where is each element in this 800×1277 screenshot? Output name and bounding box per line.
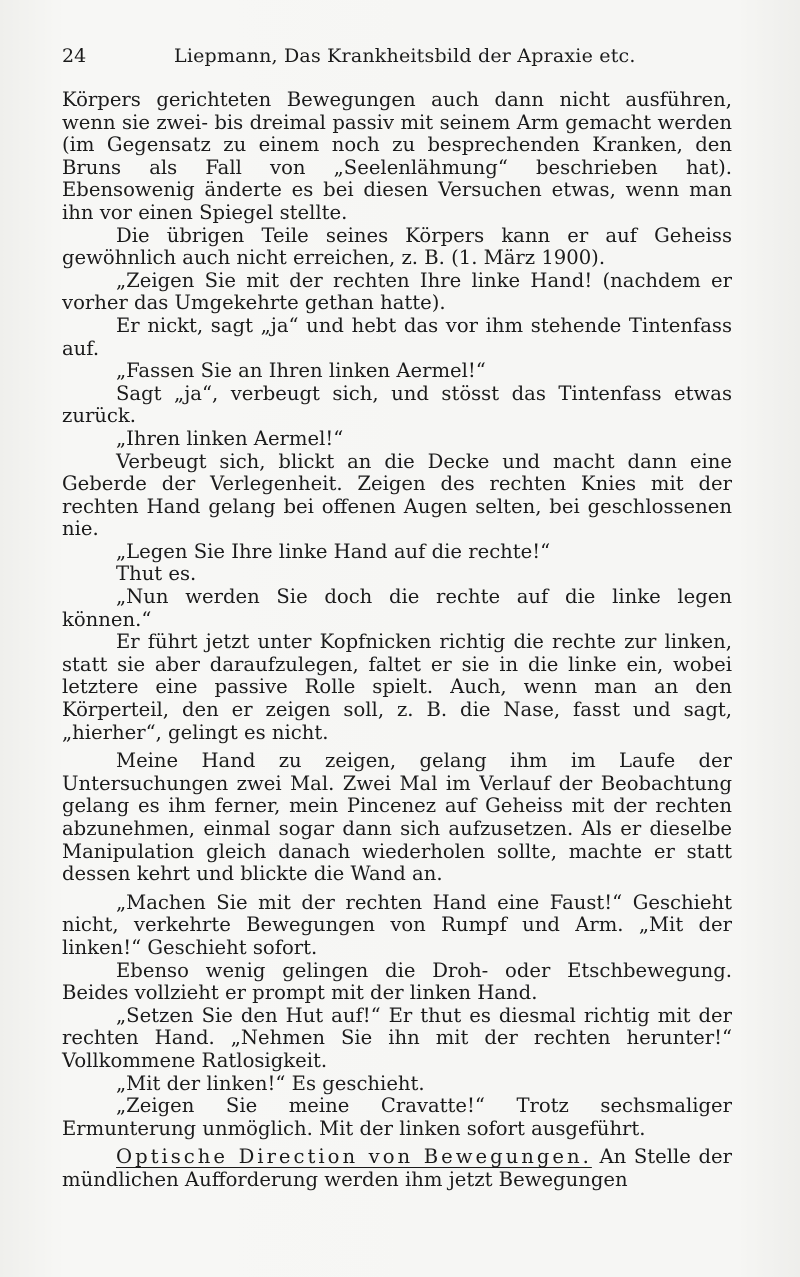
paragraph: „Zeigen Sie mit der rechten Ihre linke Hand! (nachdem er vorher das Umgekehrte gethan hatte). (62, 268, 732, 315)
page-number: 24 (62, 45, 87, 67)
paragraph: „Zeigen Sie meine Cravatte!“ Trotz sechsmaliger Ermunterung unmöglich. Mit der linken sofort ausgeführt. (62, 1094, 732, 1140)
running-title: Liepmann, Das Krankheitsbild der Apraxie etc. (174, 45, 636, 67)
paragraph: „Legen Sie Ihre linke Hand auf die rechte!“ (116, 539, 551, 563)
paragraph: „Mit der linken!“ Es geschieht. (116, 1071, 425, 1095)
paragraph: „Setzen Sie den Hut auf!“ Er thut es diesmal richtig mit der rechten Hand. „Nehmen Sie ihn mit der rechten herunter!“ Vollkommene Ratlosigkeit. (62, 1003, 732, 1072)
paragraph: Meine Hand zu zeigen, gelang ihm im Laufe der Untersuchungen zwei Mal. Zwei Mal im Verlauf der Beobachtung gelang es ihm ferner, mein Pincenez auf Geheiss mit der rechten abzunehmen, einmal sogar dann sich aufzusetzen. Als er dieselbe Manipulation gleich danach wiederholen sollte, machte er statt dessen kehrt und blickte die Wand an. (62, 749, 732, 886)
paragraph: „Fassen Sie an Ihren linken Aermel!“ (116, 359, 486, 383)
paragraph: Thut es. (116, 562, 197, 586)
paragraph: Sagt „ja“, verbeugt sich, und stösst das Tintenfass etwas zurück. (62, 381, 732, 428)
paragraph: Körpers gerichteten Bewegungen auch dann nicht ausführen, wenn sie zwei- bis dreimal passiv mit seinem Arm gemacht werden (im Gegensatz zu einem noch zu besprechenden Kranken, den Bruns als Fall von „Seelenlähmung“ beschrieben hat). Ebensowenig änderte es bei diesen Versuchen etwas, wenn man ihn vor einen Spiegel stellte. (62, 88, 732, 224)
paragraph: Er führt jetzt unter Kopfnicken richtig die rechte zur linken, statt sie aber daraufzulegen, faltet er sie in die linke ein, wobei letztere eine passive Rolle spielt. Auch, wenn man an den Körperteil, den er zeigen soll, z. B. die Nase, fasst und sagt, „hierher“, gelingt es nicht. (62, 630, 732, 744)
section-text: An Stelle der mündlichen Aufforderung werden ihm jetzt Bewegungen (62, 1145, 732, 1191)
paragraph: Ebenso wenig gelingen die Droh- oder Etschbewegung. Beides vollzieht er prompt mit der linken Hand. (62, 958, 732, 1005)
paragraph: Er nickt, sagt „ja“ und hebt das vor ihm stehende Tintenfass auf. (62, 313, 732, 360)
paragraph: „Nun werden Sie doch die rechte auf die linke legen können.“ (62, 585, 732, 631)
paragraph: „Machen Sie mit der rechten Hand eine Faust!“ Geschieht nicht, verkehrte Bewegungen von Rumpf und Arm. „Mit der linken!“ Geschieht sofort. (62, 890, 732, 959)
paragraph: Verbeugt sich, blickt an die Decke und macht dann eine Geberde der Verlegenheit. Zeigen des rechten Knies mit der rechten Hand gelang bei offenen Augen selten, bei geschlossenen nie. (62, 449, 732, 541)
paragraph: Die übrigen Teile seines Körpers kann er auf Geheiss gewöhnlich auch nicht erreichen, z. B. (1. März 1900). (62, 223, 732, 270)
section-heading: Optische Direction von Bewegungen. (116, 1145, 592, 1169)
paragraph-section-start (62, 1146, 732, 1191)
paragraph: „Ihren linken Aermel!“ (116, 426, 344, 450)
body-text (62, 89, 732, 1192)
